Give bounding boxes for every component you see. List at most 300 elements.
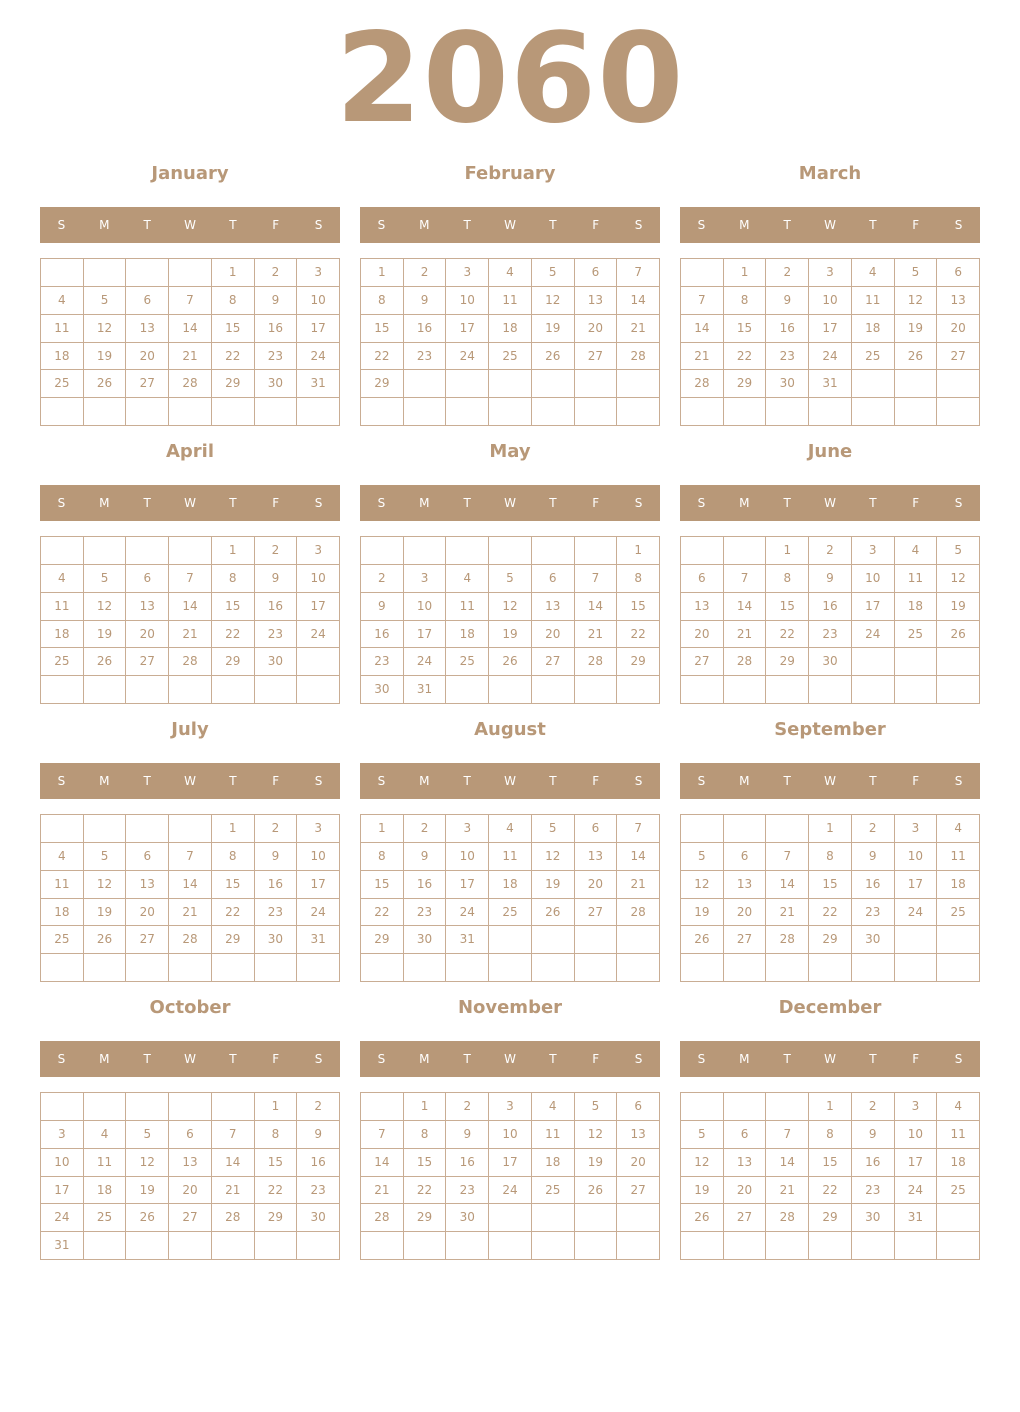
days-grid bbox=[40, 536, 340, 704]
days-grid bbox=[360, 258, 660, 426]
weekday-label: T bbox=[463, 1052, 471, 1066]
day-cell: 27 bbox=[532, 648, 575, 676]
days-grid bbox=[40, 258, 340, 426]
day-cell: 6 bbox=[575, 259, 618, 287]
day-cell: 22 bbox=[361, 343, 404, 371]
day-cell: 3 bbox=[446, 259, 489, 287]
day-cell: 24 bbox=[895, 1177, 938, 1205]
day-cell: 5 bbox=[895, 259, 938, 287]
month-name: February bbox=[464, 163, 556, 184]
day-cell: 24 bbox=[489, 1177, 532, 1205]
empty-day-cell bbox=[895, 926, 938, 954]
day-cell: 23 bbox=[255, 899, 298, 927]
day-cell: 17 bbox=[809, 315, 852, 343]
day-cell: 12 bbox=[126, 1149, 169, 1177]
empty-day-cell bbox=[809, 954, 852, 982]
weekday-label: S bbox=[314, 496, 323, 510]
weekday-label: T bbox=[549, 496, 557, 510]
day-cell: 16 bbox=[404, 871, 447, 899]
day-cell: 31 bbox=[297, 370, 340, 398]
day-cell: 10 bbox=[297, 843, 340, 871]
weekday-label: T bbox=[869, 496, 877, 510]
day-cell: 15 bbox=[212, 315, 255, 343]
day-cell: 8 bbox=[212, 287, 255, 315]
empty-day-cell bbox=[404, 370, 447, 398]
day-cell: 16 bbox=[852, 1149, 895, 1177]
day-cell: 27 bbox=[126, 926, 169, 954]
weekday-label: W bbox=[184, 774, 196, 788]
weekday-label: S bbox=[634, 496, 643, 510]
weekday-label: M bbox=[99, 774, 110, 788]
empty-day-cell bbox=[84, 676, 127, 704]
weekday-label: S bbox=[57, 1052, 66, 1066]
day-cell: 20 bbox=[169, 1177, 212, 1205]
empty-day-cell bbox=[489, 1232, 532, 1260]
empty-day-cell bbox=[361, 1093, 404, 1121]
day-cell: 30 bbox=[255, 370, 298, 398]
empty-day-cell bbox=[212, 398, 255, 426]
day-cell: 29 bbox=[404, 1204, 447, 1232]
weekday-label: T bbox=[143, 1052, 151, 1066]
day-cell: 12 bbox=[937, 565, 980, 593]
day-cell: 11 bbox=[852, 287, 895, 315]
day-cell: 10 bbox=[809, 287, 852, 315]
day-cell: 1 bbox=[212, 815, 255, 843]
day-cell: 16 bbox=[446, 1149, 489, 1177]
weekday-label: T bbox=[463, 218, 471, 232]
empty-day-cell bbox=[532, 1232, 575, 1260]
days-grid bbox=[680, 814, 980, 982]
day-cell: 8 bbox=[766, 565, 809, 593]
weekday-label: W bbox=[824, 1052, 836, 1066]
weekday-label: S bbox=[57, 774, 66, 788]
day-cell: 26 bbox=[489, 648, 532, 676]
day-cell: 2 bbox=[255, 259, 298, 287]
empty-day-cell bbox=[361, 954, 404, 982]
empty-day-cell bbox=[212, 1093, 255, 1121]
weekday-label: F bbox=[912, 1052, 920, 1066]
day-cell: 28 bbox=[766, 926, 809, 954]
day-cell: 29 bbox=[724, 370, 767, 398]
day-cell: 2 bbox=[404, 259, 447, 287]
day-cell: 4 bbox=[937, 815, 980, 843]
day-cell: 22 bbox=[724, 343, 767, 371]
year-title: 2060 bbox=[335, 7, 685, 151]
day-cell: 7 bbox=[361, 1121, 404, 1149]
day-cell: 13 bbox=[126, 315, 169, 343]
empty-day-cell bbox=[361, 537, 404, 565]
day-cell: 12 bbox=[681, 1149, 724, 1177]
day-cell: 3 bbox=[297, 259, 340, 287]
empty-day-cell bbox=[84, 398, 127, 426]
day-cell: 8 bbox=[361, 287, 404, 315]
weekday-label: T bbox=[229, 1052, 237, 1066]
empty-day-cell bbox=[532, 370, 575, 398]
day-cell: 27 bbox=[126, 370, 169, 398]
day-cell: 22 bbox=[809, 899, 852, 927]
empty-day-cell bbox=[126, 537, 169, 565]
empty-day-cell bbox=[126, 1093, 169, 1121]
weekday-header bbox=[680, 207, 980, 243]
day-cell: 21 bbox=[361, 1177, 404, 1205]
weekday-label: F bbox=[272, 218, 280, 232]
day-cell: 8 bbox=[212, 843, 255, 871]
day-cell: 27 bbox=[724, 926, 767, 954]
empty-day-cell bbox=[41, 1093, 84, 1121]
day-cell: 26 bbox=[84, 648, 127, 676]
day-cell: 9 bbox=[255, 843, 298, 871]
day-cell: 27 bbox=[169, 1204, 212, 1232]
day-cell: 5 bbox=[575, 1093, 618, 1121]
empty-day-cell bbox=[532, 1204, 575, 1232]
month-name: July bbox=[171, 719, 209, 740]
empty-day-cell bbox=[681, 954, 724, 982]
day-cell: 4 bbox=[532, 1093, 575, 1121]
empty-day-cell bbox=[361, 1232, 404, 1260]
day-cell: 13 bbox=[937, 287, 980, 315]
month-name: October bbox=[149, 997, 231, 1018]
day-cell: 15 bbox=[766, 593, 809, 621]
day-cell: 7 bbox=[766, 843, 809, 871]
day-cell: 7 bbox=[617, 815, 660, 843]
weekday-label: M bbox=[419, 496, 430, 510]
day-cell: 30 bbox=[852, 926, 895, 954]
day-cell: 8 bbox=[809, 1121, 852, 1149]
day-cell: 11 bbox=[41, 871, 84, 899]
day-cell: 29 bbox=[809, 926, 852, 954]
days-grid bbox=[360, 1092, 660, 1260]
day-cell: 19 bbox=[489, 621, 532, 649]
weekday-label: F bbox=[592, 218, 600, 232]
empty-day-cell bbox=[575, 676, 618, 704]
day-cell: 24 bbox=[895, 899, 938, 927]
empty-day-cell bbox=[297, 648, 340, 676]
day-cell: 23 bbox=[361, 648, 404, 676]
empty-day-cell bbox=[617, 398, 660, 426]
day-cell: 9 bbox=[852, 1121, 895, 1149]
weekday-header bbox=[40, 207, 340, 243]
empty-day-cell bbox=[84, 815, 127, 843]
empty-day-cell bbox=[532, 398, 575, 426]
day-cell: 4 bbox=[852, 259, 895, 287]
empty-day-cell bbox=[617, 1232, 660, 1260]
day-cell: 2 bbox=[255, 537, 298, 565]
weekday-label: F bbox=[912, 774, 920, 788]
weekday-label: M bbox=[419, 774, 430, 788]
empty-day-cell bbox=[681, 1093, 724, 1121]
day-cell: 14 bbox=[212, 1149, 255, 1177]
day-cell: 5 bbox=[532, 259, 575, 287]
day-cell: 12 bbox=[489, 593, 532, 621]
weekday-label: W bbox=[184, 218, 196, 232]
day-cell: 7 bbox=[724, 565, 767, 593]
day-cell: 25 bbox=[532, 1177, 575, 1205]
day-cell: 1 bbox=[361, 259, 404, 287]
weekday-header bbox=[680, 485, 980, 521]
day-cell: 21 bbox=[724, 621, 767, 649]
empty-day-cell bbox=[681, 537, 724, 565]
day-cell: 2 bbox=[852, 815, 895, 843]
month-april bbox=[40, 438, 340, 708]
day-cell: 29 bbox=[809, 1204, 852, 1232]
day-cell: 4 bbox=[41, 843, 84, 871]
day-cell: 2 bbox=[404, 815, 447, 843]
day-cell: 18 bbox=[41, 621, 84, 649]
empty-day-cell bbox=[41, 259, 84, 287]
weekday-header bbox=[360, 207, 660, 243]
day-cell: 10 bbox=[895, 843, 938, 871]
weekday-label: S bbox=[697, 774, 706, 788]
day-cell: 5 bbox=[84, 843, 127, 871]
empty-day-cell bbox=[446, 370, 489, 398]
day-cell: 10 bbox=[297, 287, 340, 315]
empty-day-cell bbox=[489, 398, 532, 426]
day-cell: 24 bbox=[297, 343, 340, 371]
day-cell: 21 bbox=[575, 621, 618, 649]
day-cell: 3 bbox=[489, 1093, 532, 1121]
day-cell: 30 bbox=[404, 926, 447, 954]
day-cell: 21 bbox=[617, 871, 660, 899]
day-cell: 3 bbox=[895, 815, 938, 843]
weekday-label: T bbox=[783, 774, 791, 788]
day-cell: 30 bbox=[809, 648, 852, 676]
day-cell: 20 bbox=[575, 871, 618, 899]
empty-day-cell bbox=[41, 815, 84, 843]
day-cell: 5 bbox=[937, 537, 980, 565]
empty-day-cell bbox=[937, 926, 980, 954]
day-cell: 28 bbox=[169, 370, 212, 398]
empty-day-cell bbox=[212, 676, 255, 704]
day-cell: 18 bbox=[937, 871, 980, 899]
empty-day-cell bbox=[575, 398, 618, 426]
weekday-label: W bbox=[184, 496, 196, 510]
empty-day-cell bbox=[446, 1232, 489, 1260]
day-cell: 4 bbox=[84, 1121, 127, 1149]
day-cell: 16 bbox=[297, 1149, 340, 1177]
weekday-label: S bbox=[634, 218, 643, 232]
empty-day-cell bbox=[169, 1232, 212, 1260]
empty-day-cell bbox=[212, 954, 255, 982]
weekday-label: T bbox=[869, 218, 877, 232]
day-cell: 29 bbox=[361, 926, 404, 954]
weekday-label: S bbox=[57, 218, 66, 232]
day-cell: 18 bbox=[446, 621, 489, 649]
day-cell: 9 bbox=[404, 843, 447, 871]
day-cell: 9 bbox=[255, 287, 298, 315]
day-cell: 4 bbox=[446, 565, 489, 593]
weekday-label: T bbox=[549, 774, 557, 788]
day-cell: 14 bbox=[724, 593, 767, 621]
empty-day-cell bbox=[41, 954, 84, 982]
day-cell: 27 bbox=[681, 648, 724, 676]
day-cell: 26 bbox=[895, 343, 938, 371]
empty-day-cell bbox=[446, 537, 489, 565]
day-cell: 24 bbox=[446, 899, 489, 927]
day-cell: 25 bbox=[895, 621, 938, 649]
empty-day-cell bbox=[766, 954, 809, 982]
empty-day-cell bbox=[766, 676, 809, 704]
empty-day-cell bbox=[809, 1232, 852, 1260]
day-cell: 16 bbox=[852, 871, 895, 899]
empty-day-cell bbox=[852, 954, 895, 982]
empty-day-cell bbox=[446, 676, 489, 704]
day-cell: 26 bbox=[84, 926, 127, 954]
day-cell: 31 bbox=[41, 1232, 84, 1260]
weekday-label: M bbox=[419, 1052, 430, 1066]
day-cell: 25 bbox=[852, 343, 895, 371]
weekday-label: M bbox=[739, 218, 750, 232]
day-cell: 22 bbox=[809, 1177, 852, 1205]
day-cell: 13 bbox=[575, 843, 618, 871]
day-cell: 18 bbox=[41, 899, 84, 927]
day-cell: 15 bbox=[809, 871, 852, 899]
day-cell: 6 bbox=[575, 815, 618, 843]
month-name: January bbox=[151, 163, 229, 184]
day-cell: 28 bbox=[169, 648, 212, 676]
day-cell: 17 bbox=[404, 621, 447, 649]
day-cell: 20 bbox=[937, 315, 980, 343]
day-cell: 19 bbox=[895, 315, 938, 343]
day-cell: 1 bbox=[617, 537, 660, 565]
empty-day-cell bbox=[617, 926, 660, 954]
weekday-label: T bbox=[229, 496, 237, 510]
day-cell: 15 bbox=[212, 593, 255, 621]
weekday-label: T bbox=[143, 496, 151, 510]
day-cell: 30 bbox=[852, 1204, 895, 1232]
weekday-label: T bbox=[549, 218, 557, 232]
day-cell: 1 bbox=[809, 815, 852, 843]
empty-day-cell bbox=[255, 398, 298, 426]
day-cell: 22 bbox=[212, 899, 255, 927]
weekday-label: M bbox=[739, 1052, 750, 1066]
day-cell: 5 bbox=[532, 815, 575, 843]
empty-day-cell bbox=[852, 370, 895, 398]
day-cell: 9 bbox=[446, 1121, 489, 1149]
weekday-label: S bbox=[634, 774, 643, 788]
day-cell: 26 bbox=[937, 621, 980, 649]
day-cell: 6 bbox=[937, 259, 980, 287]
empty-day-cell bbox=[617, 370, 660, 398]
day-cell: 29 bbox=[361, 370, 404, 398]
day-cell: 10 bbox=[297, 565, 340, 593]
weekday-header bbox=[680, 763, 980, 799]
day-cell: 1 bbox=[361, 815, 404, 843]
day-cell: 16 bbox=[766, 315, 809, 343]
day-cell: 25 bbox=[489, 343, 532, 371]
empty-day-cell bbox=[446, 954, 489, 982]
weekday-label: T bbox=[869, 774, 877, 788]
day-cell: 22 bbox=[404, 1177, 447, 1205]
day-cell: 19 bbox=[532, 315, 575, 343]
day-cell: 8 bbox=[361, 843, 404, 871]
day-cell: 11 bbox=[937, 843, 980, 871]
empty-day-cell bbox=[895, 398, 938, 426]
day-cell: 27 bbox=[575, 899, 618, 927]
empty-day-cell bbox=[575, 1204, 618, 1232]
empty-day-cell bbox=[126, 1232, 169, 1260]
weekday-label: T bbox=[869, 1052, 877, 1066]
empty-day-cell bbox=[852, 676, 895, 704]
weekday-label: S bbox=[377, 1052, 386, 1066]
weekday-label: M bbox=[99, 1052, 110, 1066]
empty-day-cell bbox=[852, 398, 895, 426]
empty-day-cell bbox=[532, 537, 575, 565]
day-cell: 9 bbox=[766, 287, 809, 315]
empty-day-cell bbox=[489, 537, 532, 565]
day-cell: 23 bbox=[297, 1177, 340, 1205]
day-cell: 14 bbox=[766, 1149, 809, 1177]
day-cell: 17 bbox=[852, 593, 895, 621]
day-cell: 18 bbox=[41, 343, 84, 371]
day-cell: 15 bbox=[255, 1149, 298, 1177]
day-cell: 26 bbox=[681, 1204, 724, 1232]
day-cell: 1 bbox=[404, 1093, 447, 1121]
month-december bbox=[680, 994, 980, 1264]
empty-day-cell bbox=[895, 1232, 938, 1260]
day-cell: 24 bbox=[404, 648, 447, 676]
day-cell: 11 bbox=[41, 593, 84, 621]
weekday-header bbox=[360, 1041, 660, 1077]
day-cell: 14 bbox=[169, 315, 212, 343]
day-cell: 16 bbox=[404, 315, 447, 343]
day-cell: 24 bbox=[41, 1204, 84, 1232]
day-cell: 14 bbox=[575, 593, 618, 621]
day-cell: 2 bbox=[766, 259, 809, 287]
day-cell: 11 bbox=[446, 593, 489, 621]
day-cell: 1 bbox=[212, 259, 255, 287]
day-cell: 2 bbox=[852, 1093, 895, 1121]
day-cell: 7 bbox=[575, 565, 618, 593]
day-cell: 6 bbox=[617, 1093, 660, 1121]
day-cell: 6 bbox=[724, 843, 767, 871]
days-grid bbox=[680, 258, 980, 426]
day-cell: 3 bbox=[852, 537, 895, 565]
days-grid bbox=[40, 1092, 340, 1260]
weekday-label: S bbox=[314, 1052, 323, 1066]
weekday-label: T bbox=[143, 774, 151, 788]
weekday-label: F bbox=[912, 218, 920, 232]
day-cell: 28 bbox=[724, 648, 767, 676]
day-cell: 20 bbox=[617, 1149, 660, 1177]
empty-day-cell bbox=[532, 954, 575, 982]
day-cell: 3 bbox=[404, 565, 447, 593]
day-cell: 26 bbox=[126, 1204, 169, 1232]
day-cell: 23 bbox=[852, 899, 895, 927]
day-cell: 15 bbox=[404, 1149, 447, 1177]
empty-day-cell bbox=[297, 954, 340, 982]
day-cell: 12 bbox=[84, 871, 127, 899]
day-cell: 4 bbox=[489, 259, 532, 287]
empty-day-cell bbox=[84, 954, 127, 982]
day-cell: 17 bbox=[489, 1149, 532, 1177]
day-cell: 3 bbox=[297, 815, 340, 843]
empty-day-cell bbox=[681, 676, 724, 704]
month-march bbox=[680, 160, 980, 430]
day-cell: 19 bbox=[681, 1177, 724, 1205]
empty-day-cell bbox=[937, 370, 980, 398]
empty-day-cell bbox=[895, 676, 938, 704]
day-cell: 9 bbox=[255, 565, 298, 593]
day-cell: 3 bbox=[809, 259, 852, 287]
weekday-label: W bbox=[184, 1052, 196, 1066]
weekday-header bbox=[360, 763, 660, 799]
empty-day-cell bbox=[532, 926, 575, 954]
day-cell: 27 bbox=[937, 343, 980, 371]
empty-day-cell bbox=[575, 1232, 618, 1260]
empty-day-cell bbox=[126, 398, 169, 426]
empty-day-cell bbox=[404, 398, 447, 426]
day-cell: 23 bbox=[404, 899, 447, 927]
